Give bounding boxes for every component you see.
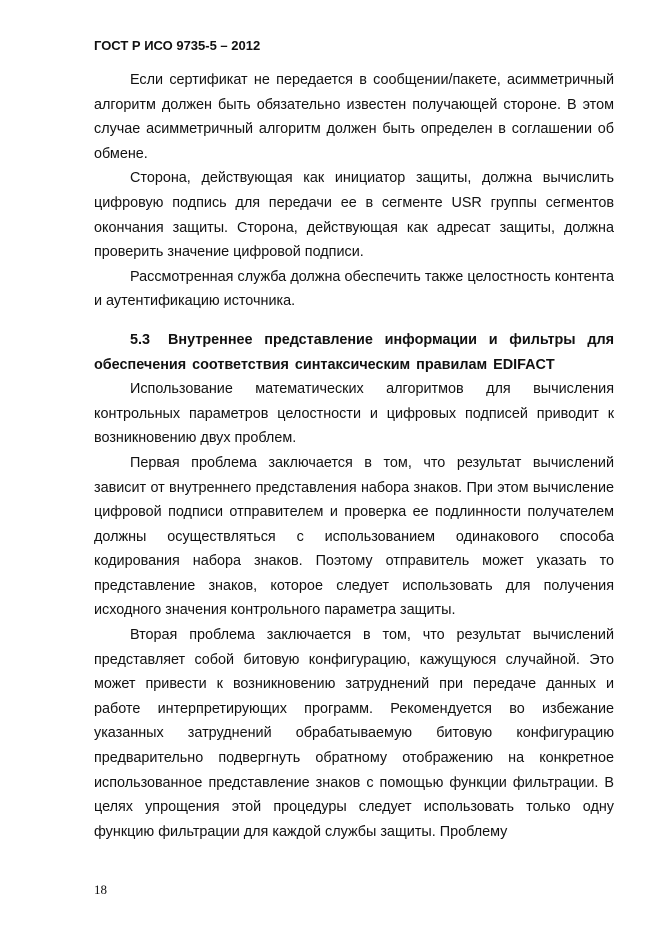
section-heading <box>94 328 614 377</box>
paragraph: Первая проблема заключается в том, что результат вычислений зависит от внутреннего представления набора знаков. При этом вычисление цифровой подписи отправителем и проверка ее подлинности получателем должны осуществляться с использованием одинакового способа кодирования набора знаков. Поэтому отправитель может указать то представление знаков, которое следует использовать для получения исходного значения контрольного параметра защиты. <box>94 454 614 619</box>
paragraph: Рассмотренная служба должна обеспечить также целостность контента и аутентификацию источника. <box>94 268 614 310</box>
page-number: 18 <box>94 882 107 897</box>
paragraph: Вторая проблема заключается в том, что результат вычислений представляет собой битовую конфигурацию, кажущуюся случайной. Это может привести к возникновению затруднений при передаче данных и работе интерпретирующих программ. Рекомендуется во избежание указанных затруднений обрабатываемую битовую конфигурацию предварительно подвергнуть обратному отображению на конкретное использованное представление знаков с помощью функции фильтрации. В целях упрощения этой процедуры следует использовать только одну функцию фильтрации для каждой службы защиты. Проблему <box>94 627 614 840</box>
document-body <box>94 68 614 844</box>
document-header: ГОСТ Р ИСО 9735-5 – 2012 <box>94 38 261 53</box>
paragraph: Сторона, действующая как инициатор защиты, должна вычислить цифровую подпись для передачи ее в сегменте USR группы сегментов окончания защиты. Сторона, действующая как адресат защиты, должна проверить значение цифровой подписи. <box>94 170 614 261</box>
section-title: Внутреннее представление информации и фильтры для обеспечения соответствия синтаксическим правилам EDIFACT <box>94 331 614 373</box>
paragraph: Если сертификат не передается в сообщении/пакете, асимметричный алгоритм должен быть обязательно известен получающей стороне. В этом случае асимметричный алгоритм должен быть определен в соглашении об обмене. <box>94 72 614 162</box>
section-number: 5.3 <box>130 331 151 348</box>
paragraph: Использование математических алгоритмов для вычисления контрольных параметров целостности и цифровых подписей приводит к возникновению двух проблем. <box>94 381 614 447</box>
